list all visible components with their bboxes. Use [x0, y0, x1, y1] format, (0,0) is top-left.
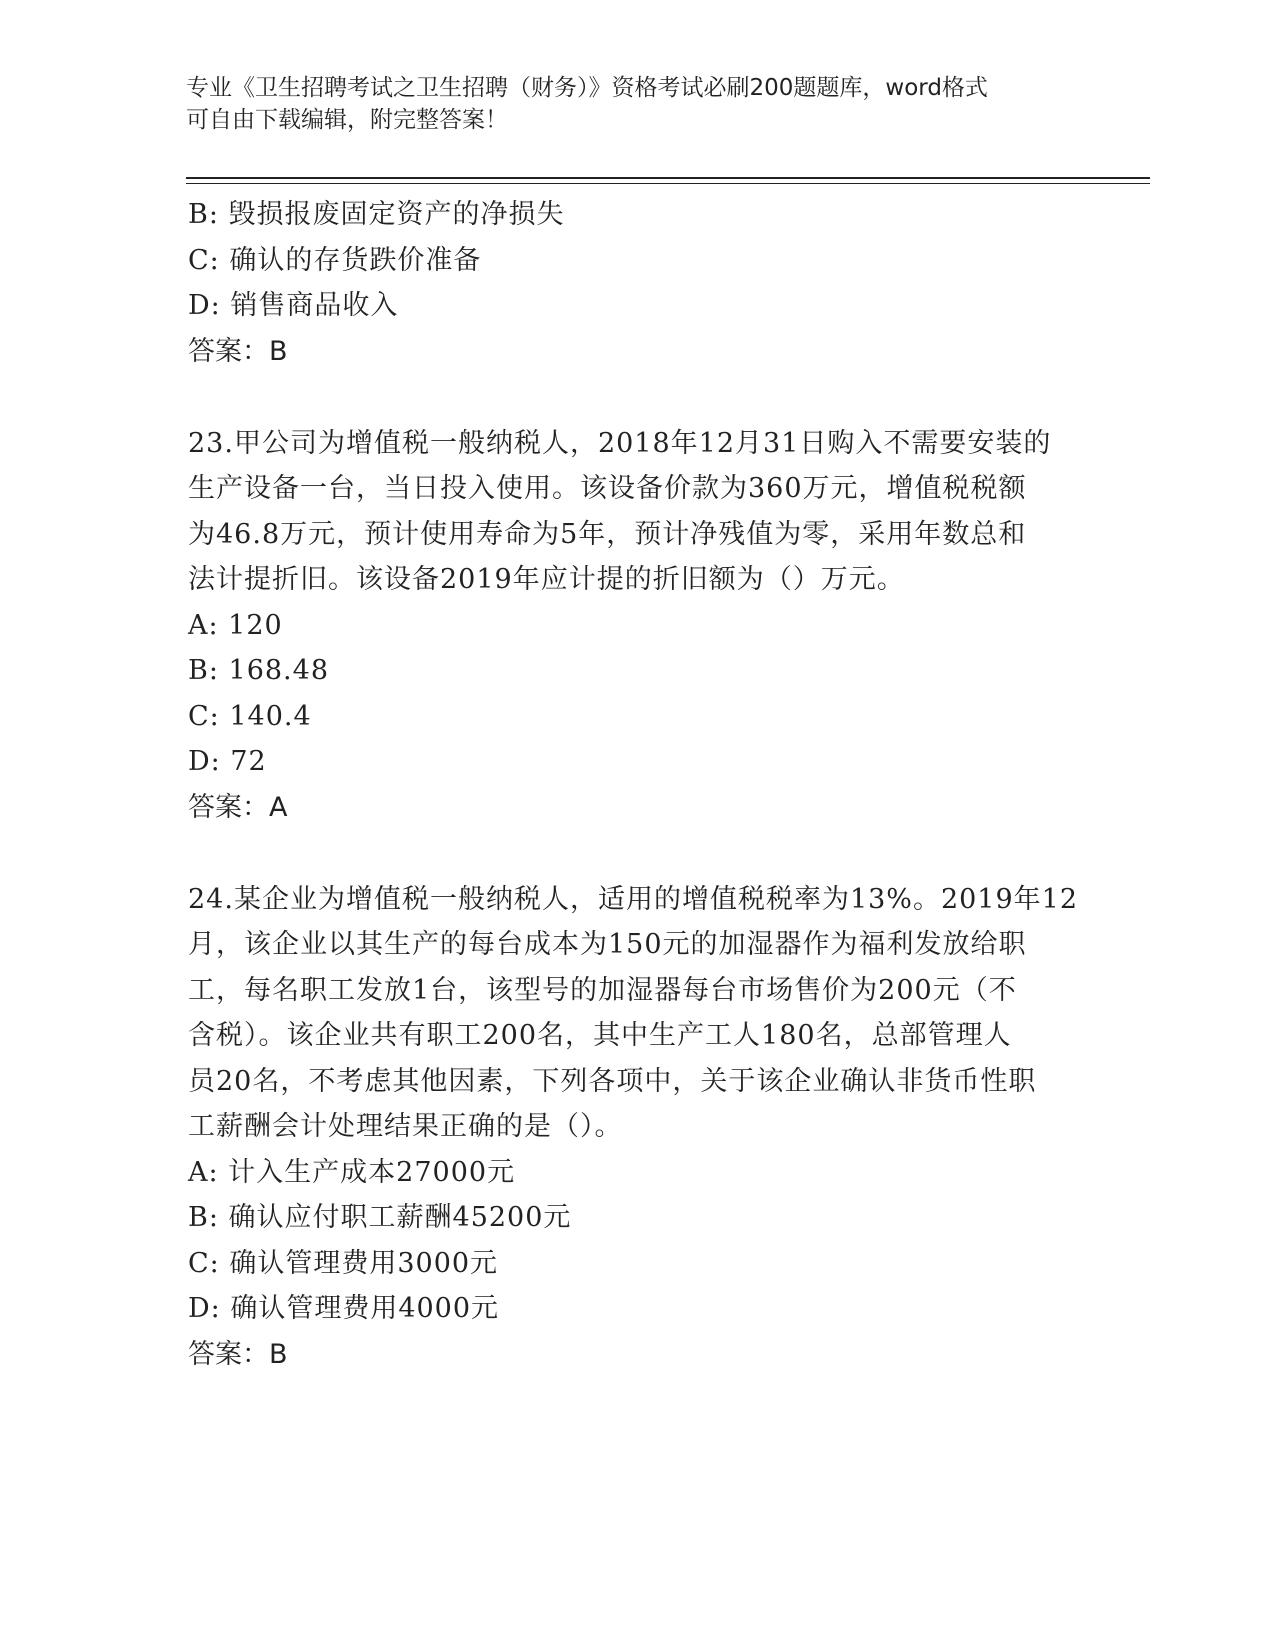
question-text-line: 23.甲公司为增值税一般纳税人，2018年12月31日购入不需要安装的 — [188, 427, 1052, 459]
option-a: A: 计入生产成本27000元 — [188, 1156, 516, 1188]
option-d: D: 确认管理费用4000元 — [188, 1293, 500, 1324]
header-rule-thick — [186, 177, 1150, 179]
document-header — [186, 72, 1066, 136]
header-line-1: 专业《卫生招聘考试之卫生招聘（财务）》资格考试必刷200题题库，word格式 — [186, 75, 988, 101]
option-d: D: 销售商品收入 — [188, 290, 399, 321]
option-c: C: 确认的存货跌价准备 — [188, 244, 482, 276]
header-line-2: 可自由下载编辑，附完整答案！ — [186, 107, 508, 133]
question-24 — [188, 877, 1088, 1378]
option-c: C: 140.4 — [188, 700, 312, 732]
question-23 — [188, 421, 1088, 831]
question-text-line: 生产设备一台，当日投入使用。该设备价款为360万元，增值税税额 — [188, 473, 1027, 504]
question-text-line: 法计提折旧。该设备2019年应计提的折旧额为（）万元。 — [188, 564, 905, 595]
question-text-line: 工薪酬会计处理结果正确的是（）。 — [188, 1111, 623, 1142]
question-text-line: 为46.8万元，预计使用寿命为5年，预计净残值为零，采用年数总和 — [188, 518, 1027, 550]
question-text-line: 含税）。该企业共有职工200名，其中生产工人180名，总部管理人 — [188, 1020, 1012, 1051]
question-content — [188, 192, 1088, 1378]
question-text-line: 月，该企业以其生产的每台成本为150元的加湿器作为福利发放给职 — [188, 929, 1027, 960]
option-c: C: 确认管理费用3000元 — [188, 1247, 499, 1279]
question-22-tail — [188, 192, 1088, 375]
header-rule-thin — [186, 183, 1150, 184]
option-b: B: 毁损报废固定资产的净损失 — [188, 199, 565, 230]
question-text-line: 员20名，不考虑其他因素，下列各项中，关于该企业确认非货币性职 — [188, 1065, 1037, 1097]
option-a: A: 120 — [188, 609, 283, 641]
answer: 答案：B — [188, 1338, 288, 1370]
option-b: B: 确认应付职工薪酬45200元 — [188, 1202, 572, 1233]
option-b: B: 168.48 — [188, 655, 329, 686]
answer: 答案：B — [188, 335, 288, 367]
spacer — [188, 375, 1088, 421]
spacer — [188, 831, 1088, 877]
option-d: D: 72 — [188, 746, 267, 777]
question-text-line: 24.某企业为增值税一般纳税人，适用的增值税税率为13%。2019年12 — [188, 883, 1079, 915]
answer: 答案：A — [188, 791, 288, 823]
question-text-line: 工，每名职工发放1台，该型号的加湿器每台市场售价为200元（不 — [188, 974, 1017, 1006]
